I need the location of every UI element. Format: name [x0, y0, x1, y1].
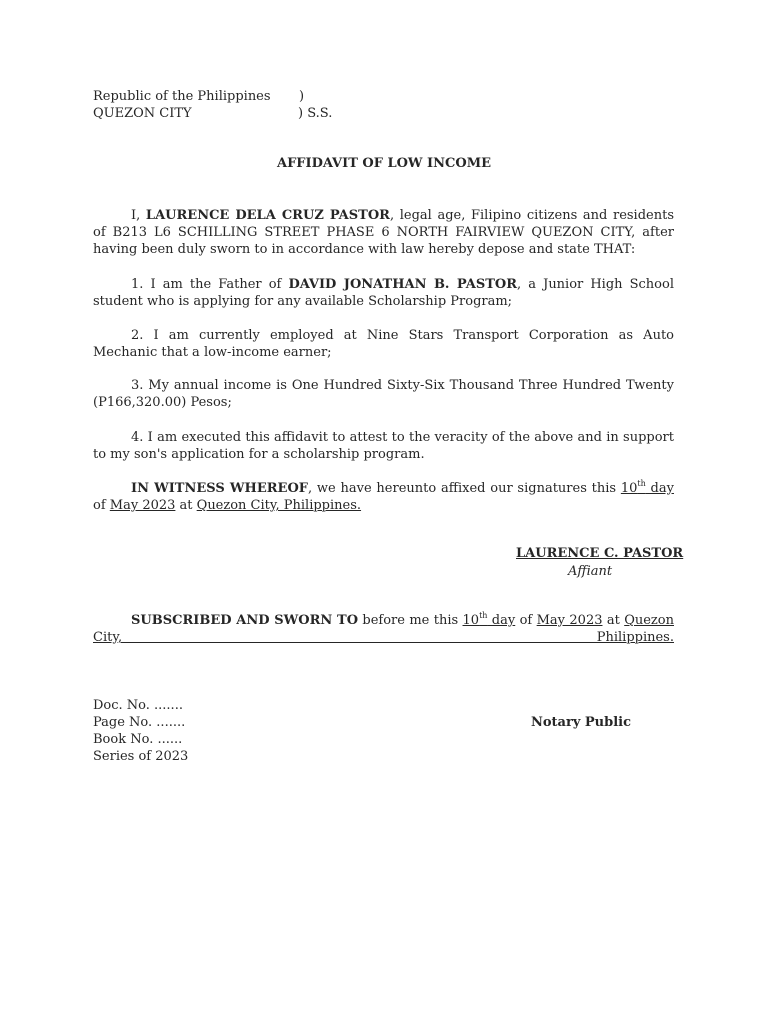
statement-item-2: 2. I am currently employed at Nine Stars Transport Corporation as Auto Mechanic that a low-income earner; [93, 328, 674, 360]
subscribed-day [463, 613, 516, 628]
intro-prefix: I, [131, 208, 146, 223]
affiant-full-name: LAURENCE DELA CRUZ PASTOR [145, 208, 390, 223]
page-number: Page No. ....... [93, 715, 186, 730]
subscribed-text-2: of [515, 613, 537, 628]
statement-item-1 [93, 276, 674, 310]
subscribed-text-3: at [602, 613, 625, 628]
document-title: AFFIDAVIT OF LOW INCOME [276, 156, 491, 171]
subscribed-day-number: 10 [462, 613, 480, 628]
intro-paragraph [93, 207, 674, 258]
book-number: Book No. ...... [93, 732, 183, 747]
child-name: DAVID JONATHAN B. PASTOR [288, 277, 518, 292]
witness-place: Quezon City, Philippines. [196, 498, 362, 513]
venue-country: Republic of the Philippines [93, 89, 271, 104]
venue-bracket-1: ) [299, 89, 305, 104]
statement-item-3: 3. My annual income is One Hundred Sixty-Six Thousand Three Hundred Twenty (P166,320.00) Pesos; [93, 378, 674, 410]
doc-number: Doc. No. ....... [93, 698, 183, 713]
item-1-prefix: 1. I am the Father of [131, 277, 289, 292]
affiant-label: Affiant [568, 564, 613, 579]
intro-text: , legal age, Filipino citizens and residents of B213 L6 SCHILLING STREET PHASE 6 NORTH FAIRVIEW QUEZON CITY, after having been duly sworn to in accordance with law hereby depose and state THAT: [93, 208, 674, 257]
venue-ss: ) S.S. [298, 106, 333, 121]
subscribed-place: Quezon City, Philippines. [93, 613, 674, 645]
subscribed-text-1: before me this [358, 613, 463, 628]
series-year: Series of 2023 [93, 749, 189, 764]
witness-text-2: of [93, 498, 110, 513]
witness-day [621, 481, 674, 496]
witness-heading: IN WITNESS WHEREOF [131, 481, 308, 496]
witness-paragraph [93, 480, 674, 514]
notary-public-label: Notary Public [531, 715, 632, 730]
subscribed-day-word: day [487, 613, 516, 628]
witness-month-year: May 2023 [109, 498, 176, 513]
subscribed-heading: SUBSCRIBED AND SWORN TO [131, 613, 359, 628]
witness-text-3: at [175, 498, 197, 513]
statement-item-4: 4. I am executed this affidavit to attest to the veracity of the above and in support to my son's application for a scholarship program. [93, 430, 674, 462]
witness-text-1: , we have hereunto affixed our signatures this [308, 481, 621, 496]
subscribed-day-suffix: th [479, 611, 488, 620]
venue-city: QUEZON CITY [93, 106, 192, 121]
witness-day-suffix: th [637, 479, 646, 488]
witness-day-number: 10 [620, 481, 638, 496]
item-1-text: , a Junior High School student who is applying for any available Scholarship Program; [93, 277, 674, 309]
affiant-signature-name: LAURENCE C. PASTOR [516, 546, 684, 561]
subscribed-paragraph [93, 611, 674, 645]
witness-day-word: day [645, 481, 674, 496]
subscribed-month-year: May 2023 [536, 613, 603, 628]
